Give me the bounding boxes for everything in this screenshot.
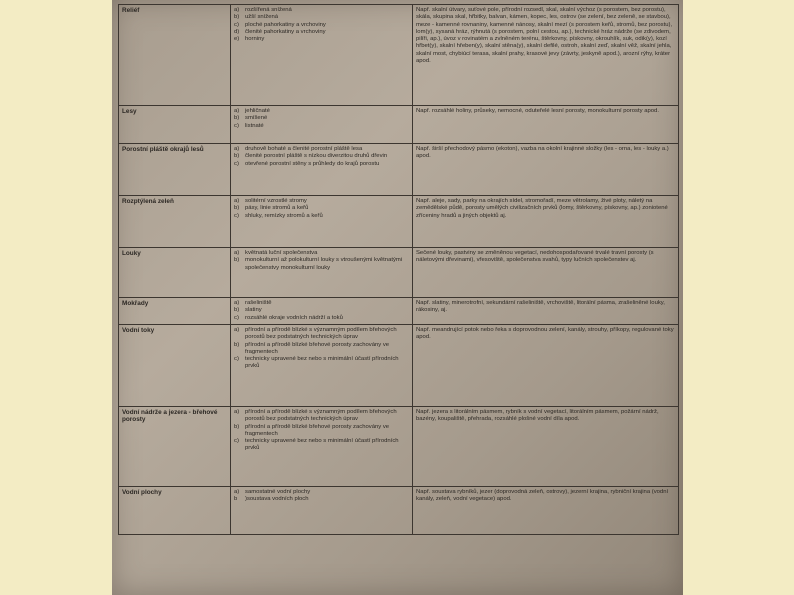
option-marker: b) (234, 341, 240, 348)
category-cell: Lesy (119, 106, 231, 144)
option-marker: a) (234, 198, 240, 204)
description-cell: Sečené louky, pastviny se změněnou vegetací, nedohospodařované trvalé travní porosty (s náletovými dřevinami), vřesoviště, společenstva svahů, typy lučních společenstev aj. (413, 248, 679, 298)
options-cell (231, 487, 413, 535)
option-item (234, 161, 409, 168)
option-item (234, 356, 409, 371)
table-row (119, 407, 679, 487)
option-text: shluky, remízky stromů a keřů (245, 212, 323, 219)
table-row (119, 487, 679, 535)
option-text: přírodní a přírodě blízké s významným podílem břehových porostů bez podstatných technických úprav (245, 409, 397, 423)
option-text: pásy, linie stromů a keřů (245, 205, 309, 212)
option-item (234, 438, 409, 453)
option-item (234, 315, 409, 322)
option-item (234, 300, 409, 307)
table-row (119, 248, 679, 298)
option-marker: c) (234, 212, 239, 219)
option-item (234, 14, 409, 21)
option-item (234, 424, 409, 439)
option-text: květnatá luční společenstva (245, 250, 318, 256)
options-cell (231, 407, 413, 487)
category-cell: Porostní pláště okrajů lesů (119, 144, 231, 196)
landscape-features-table (118, 4, 679, 535)
category-cell: Vodní nádrže a jezera - břehové porosty (119, 407, 231, 487)
option-marker: a) (234, 146, 240, 152)
option-text: otevřené porostní stěny s průhledy do krajů porostu (245, 160, 380, 167)
option-marker: c) (234, 314, 239, 321)
document-photo (112, 0, 683, 595)
option-marker: e) (234, 36, 240, 43)
option-marker: c) (234, 160, 239, 167)
option-text: rozšířená snížená (245, 7, 292, 13)
option-item (234, 7, 409, 14)
options-cell (231, 325, 413, 407)
options-cell (231, 196, 413, 248)
options-cell (231, 248, 413, 298)
option-text: užší snížená (245, 14, 279, 21)
table-body (119, 5, 679, 535)
table-row (119, 325, 679, 407)
option-marker: b) (234, 14, 240, 21)
option-item (234, 327, 409, 342)
option-item (234, 409, 409, 424)
option-text: členité pahorkatiny a vrchoviny (245, 28, 326, 35)
option-marker: a) (234, 250, 240, 256)
option-text: slatiny (245, 307, 262, 314)
option-marker: c) (234, 122, 239, 129)
option-item (234, 496, 409, 503)
option-text: druhově bohaté a členité porostní pláště lesa (245, 146, 363, 152)
option-marker: c) (234, 356, 239, 363)
category-cell: Vodní toky (119, 325, 231, 407)
option-text: ploché pahorkatiny a vrchoviny (245, 21, 326, 28)
option-marker: b) (234, 257, 240, 264)
option-marker: a) (234, 489, 240, 495)
option-marker: b) (234, 205, 240, 212)
options-cell (231, 298, 413, 325)
description-cell: Např. širší přechodový pásmo (ekoton), vazba na okolní krajinné složky (les - orna, les - louky a.) apod. (413, 144, 679, 196)
option-text: smíšené (245, 115, 268, 122)
option-text: přírodní a přírodě blízké břehové porosty zachovány ve fragmentech (245, 341, 390, 355)
category-cell: Mokřady (119, 298, 231, 325)
option-text: listnaté (245, 122, 264, 129)
options-cell (231, 106, 413, 144)
description-cell: Např. aleje, sady, parky na okrajích sídel, stromořadí, meze větrolamy, živé ploty, náletý na zemědělské půdě, porosty umělých civilizačních prvků (lomy, štěrkovny, pískovny, ap.) zoniotené zříceniny hradů a jiných objektů aj. (413, 196, 679, 248)
option-item (234, 36, 409, 43)
description-cell: Např. skalní útvary, suťové pole, přírodní rozsedl, skal, skalní výchoz (s porostem, bez porostu), skála, skupina skal, hřbitky, balvan, kámen, kopec, les, ostrov (se zelení, bez zeleně, se stavbou), meze - kamenné rovnaniny, kamenné nánosy, skalní mezí (s porostem keřů, stromů, bez porostu), lom(y), sysaná hráz, rýhnutá (s porostem, polní cestou, ap.), technické hráz nádrže (se zdivodem, pilíři, ap.), úvoz v rovinatém a zvlněném terénu, štěrkovny, pískovny, okrouhlík, suk, odik(y), kozí hřbet(y), skalní hřeben(y), skalní stěna(y), skalní defilé, ostroh, skalní zeď, skalní věž, skalní jehla, skalní most, chybiúcí terasa, skalní prahy, krasové jevy (závrty, jeskyně apod.), arozní rýhy, kráter apod. (413, 5, 679, 106)
table-row (119, 298, 679, 325)
option-text: přírodní a přírodě blízké břehové porosty zachovány ve fragmentech (245, 423, 390, 437)
description-cell: Např. soustava rybníků, jezer (doprovodná zeleň, ostrovy), jezerní krajina, rybniční krajina (vodní kanály, zeleň, vodní vegetace) apod. (413, 487, 679, 535)
option-marker: c) (234, 438, 239, 445)
option-item (234, 29, 409, 36)
option-text: technicky upravené bez nebo s minimální účastí přírodních prvků (245, 356, 399, 370)
option-marker: b) (234, 423, 240, 430)
option-text: horniny (245, 36, 265, 43)
option-text: technicky upravené bez nebo s minimální účastí přírodních prvků (245, 438, 399, 452)
option-text: rašeliniště (245, 300, 272, 306)
table-row (119, 5, 679, 106)
option-text: rozsáhlé okraje vodních nádrží a toků (245, 314, 343, 321)
option-item (234, 213, 409, 220)
option-text: členité porostní pláště s nízkou diverzitou druhů dřevin (245, 153, 388, 160)
option-item (234, 153, 409, 160)
option-item (234, 108, 409, 115)
option-text: jehličnaté (245, 108, 270, 114)
table-row (119, 106, 679, 144)
option-marker: a) (234, 300, 240, 306)
option-text: přírodní a přírodě blízké s významným podílem břehových porostů bez podstatných technických úprav (245, 327, 397, 341)
table-row (119, 144, 679, 196)
option-text: solitérní vzrostlé stromy (245, 198, 307, 204)
option-text: monokulturní až polokulturní louky s vtroušenými květnatými společenstvy monokulturní louky (245, 257, 403, 271)
table-row (119, 196, 679, 248)
category-cell: Reliéf (119, 5, 231, 106)
option-marker: a) (234, 108, 240, 114)
options-cell (231, 144, 413, 196)
description-cell: Např. slatiny, minerotrofní, sekundární rašeliniště, vrchoviště, litorální pásma, zrašeliněné louky, rákosiny, aj. (413, 298, 679, 325)
option-marker: a) (234, 327, 240, 333)
option-text: samostatné vodní plochy (245, 489, 311, 495)
category-cell: Vodní plochy (119, 487, 231, 535)
option-item (234, 123, 409, 130)
option-item (234, 307, 409, 314)
option-item (234, 22, 409, 29)
description-cell: Např. jezera s litorálním pásmem, rybník s vodní vegetací, litorálním pásmem, požární nádrž, bazény, koupaliště, přehrada, rozsáhlé plošné vodní díla apod. (413, 407, 679, 487)
option-marker: b) (234, 115, 240, 122)
option-marker: a) (234, 7, 240, 13)
option-marker: b) (234, 153, 240, 160)
category-cell: Louky (119, 248, 231, 298)
option-item (234, 250, 409, 257)
option-text: )soustava vodních ploch (245, 496, 309, 503)
option-item (234, 489, 409, 496)
category-cell: Rozptýlená zeleň (119, 196, 231, 248)
option-marker: d) (234, 28, 240, 35)
description-cell: Např. rozsáhlé holiny, průseky, nemocné, oduteřelé lesní porosty, monokulturní porosty apod. (413, 106, 679, 144)
option-item (234, 205, 409, 212)
description-cell: Např. meandrující potok nebo řeka s doprovodnou zelení, kanály, strouhy, příkopy, regulované toky apod. (413, 325, 679, 407)
option-item (234, 342, 409, 357)
option-item (234, 115, 409, 122)
options-cell (231, 5, 413, 106)
option-marker: c) (234, 21, 239, 28)
option-marker: b (234, 496, 238, 503)
option-marker: a) (234, 409, 240, 415)
option-marker: b) (234, 307, 240, 314)
option-item (234, 257, 409, 272)
